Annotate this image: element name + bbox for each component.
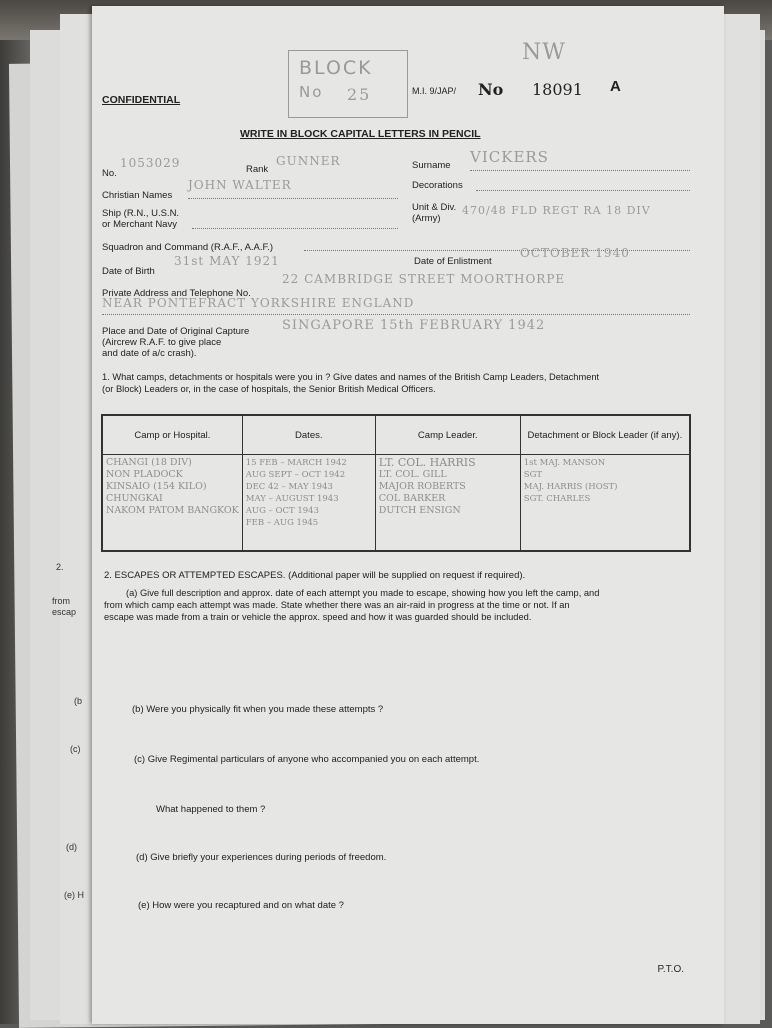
leader-cell: DUTCH ENSIGN <box>378 505 461 516</box>
stamp-no: No <box>299 83 324 101</box>
address-label: Private Address and Telephone No. <box>102 288 251 299</box>
table-cell-camps <box>102 455 242 552</box>
question-2b: (b) Were you physically fit when you made these attempts ? <box>132 704 384 715</box>
ship-label-2: or Merchant Navy <box>102 219 177 230</box>
camp-cell: NAKOM PATOM BANGKOK <box>106 505 239 516</box>
dob-value: 31st MAY 1921 <box>174 254 280 268</box>
question-2-title: 2. ESCAPES OR ATTEMPTED ESCAPES. (Additional paper will be supplied on request if required). <box>104 570 526 581</box>
squadron-line <box>304 250 690 251</box>
underlay-text: from <box>52 596 70 606</box>
question-2a-text: (a) Give full description and approx. date of each attempt you made to escape, showing how you left the camp, and <box>126 588 600 598</box>
camp-cell: CHUNGKAI <box>106 493 163 504</box>
enlistment-label: Date of Enlistment <box>414 256 492 267</box>
question-2d: (d) Give briefly your experiences during periods of freedom. <box>136 852 387 863</box>
camp-cell: CHANGI (18 DIV) <box>106 457 192 468</box>
ship-label: Ship (R.N., U.S.N. <box>102 208 180 219</box>
table-cell-detachment <box>520 455 690 552</box>
address-value-1: 22 CAMBRIDGE STREET MOORTHORPE <box>282 272 566 286</box>
number-prefix: No <box>478 80 504 99</box>
enlistment-value: OCTOBER 1940 <box>520 246 630 260</box>
column-header-leader: Camp Leader. <box>375 415 520 455</box>
question-2a-text-3: escape was made from a train or vehicle the approx. speed and how it was guarded should be included. <box>104 612 532 622</box>
no-label: No. <box>102 168 117 179</box>
rank-value: GUNNER <box>276 154 341 168</box>
block-stamp <box>288 50 408 118</box>
detachment-cell: SGT <box>523 470 543 480</box>
table-cell-leaders <box>375 455 520 552</box>
surname-line <box>470 170 690 171</box>
question-2c: (c) Give Regimental particulars of anyone who accompanied you on each attempt. <box>134 754 480 765</box>
unit-value: 470/48 FLD REGT RA 18 DIV <box>462 204 651 217</box>
detachment-cell: 1st MAJ. MANSON <box>523 458 606 468</box>
dates-cell: FEB – AUG 1945 <box>245 518 319 528</box>
camp-cell: NON PLADOCK <box>106 469 183 480</box>
dates-cell: AUG – OCT 1943 <box>245 506 319 516</box>
capture-value: SINGAPORE 15th FEBRUARY 1942 <box>282 318 546 333</box>
stamp-handwriting: 25 <box>347 85 372 104</box>
question-1-text: 1. What camps, detachments or hospitals were you in ? Give dates and names of the British Camp Leaders, Detachment <box>102 372 600 382</box>
form-suffix: A <box>610 78 621 95</box>
dates-cell: DEC 42 – MAY 1943 <box>245 482 333 492</box>
underlay-text: (b <box>74 696 83 706</box>
dates-cell: MAY – AUGUST 1943 <box>245 494 339 504</box>
form-number: 18091 <box>532 80 583 99</box>
question-2e: (e) How were you recaptured and on what date ? <box>138 900 344 911</box>
leader-cell: MAJOR ROBERTS <box>378 481 466 492</box>
ship-line <box>192 228 398 229</box>
column-header-dates: Dates. <box>242 415 375 455</box>
underlay-text: (c) <box>70 744 81 754</box>
underlay-text: (e) H <box>64 890 84 900</box>
rank-label: Rank <box>246 164 269 175</box>
squadron-label: Squadron and Command (R.A.F., A.A.F.) <box>102 242 274 253</box>
surname-value: VICKERS <box>470 148 549 166</box>
question-2a-text-2: from which camp each attempt was made. State whether there was an air-raid in progress at the time or not. If an <box>104 600 570 610</box>
christian-names-value: JOHN WALTER <box>188 178 292 192</box>
question-2c-followup: What happened to them ? <box>156 804 266 815</box>
underlay-text: (d) <box>66 842 77 852</box>
stamp-label: BLOCK <box>299 57 373 79</box>
corner-note: NW <box>522 40 566 65</box>
unit-label-2: (Army) <box>412 213 441 224</box>
camps-table <box>101 414 691 552</box>
christian-names-label: Christian Names <box>102 190 173 201</box>
table-row <box>102 455 690 552</box>
form-reference: M.I. 9/JAP/ <box>412 86 457 96</box>
address-line <box>102 314 690 315</box>
detachment-cell: SGT. CHARLES <box>523 494 591 504</box>
decorations-line <box>476 190 690 191</box>
no-value: 1053029 <box>120 156 181 170</box>
underlay-text: escap <box>52 607 77 617</box>
question-1-text-2: (or Block) Leaders or, in the case of hospitals, the Senior British Medical Officers. <box>102 384 436 394</box>
capture-label: Place and Date of Original Capture <box>102 326 250 337</box>
detachment-cell: MAJ. HARRIS (HOST) <box>523 482 618 492</box>
underlay-text: 2. <box>56 562 64 572</box>
dates-cell: 15 FEB – MARCH 1942 <box>245 458 347 468</box>
unit-label: Unit & Div. <box>412 202 457 213</box>
address-value-2: NEAR PONTEFRACT YORKSHIRE ENGLAND <box>102 296 415 310</box>
capture-label-3: and date of a/c crash). <box>102 348 197 359</box>
instruction-heading: WRITE IN BLOCK CAPITAL LETTERS IN PENCIL <box>240 128 481 140</box>
capture-label-2: (Aircrew R.A.F. to give place <box>102 337 222 348</box>
column-header-detachment: Detachment or Block Leader (if any). <box>520 415 690 455</box>
form-page <box>92 6 724 1024</box>
surname-label: Surname <box>412 160 451 171</box>
leader-cell: LT. COL. HARRIS <box>378 457 476 469</box>
dob-label: Date of Birth <box>102 266 155 277</box>
decorations-label: Decorations <box>412 180 463 191</box>
table-cell-dates <box>242 455 375 552</box>
leader-cell: LT. COL. GILL <box>378 469 447 480</box>
pto-label: P.T.O. <box>657 964 684 975</box>
christian-names-line <box>188 198 398 199</box>
confidential-label: CONFIDENTIAL <box>102 94 181 106</box>
camp-cell: KINSAIO (154 KILO) <box>106 481 207 492</box>
column-header-camp: Camp or Hospital. <box>102 415 242 455</box>
dates-cell: AUG SEPT – OCT 1942 <box>245 470 346 480</box>
leader-cell: COL BARKER <box>378 493 446 504</box>
